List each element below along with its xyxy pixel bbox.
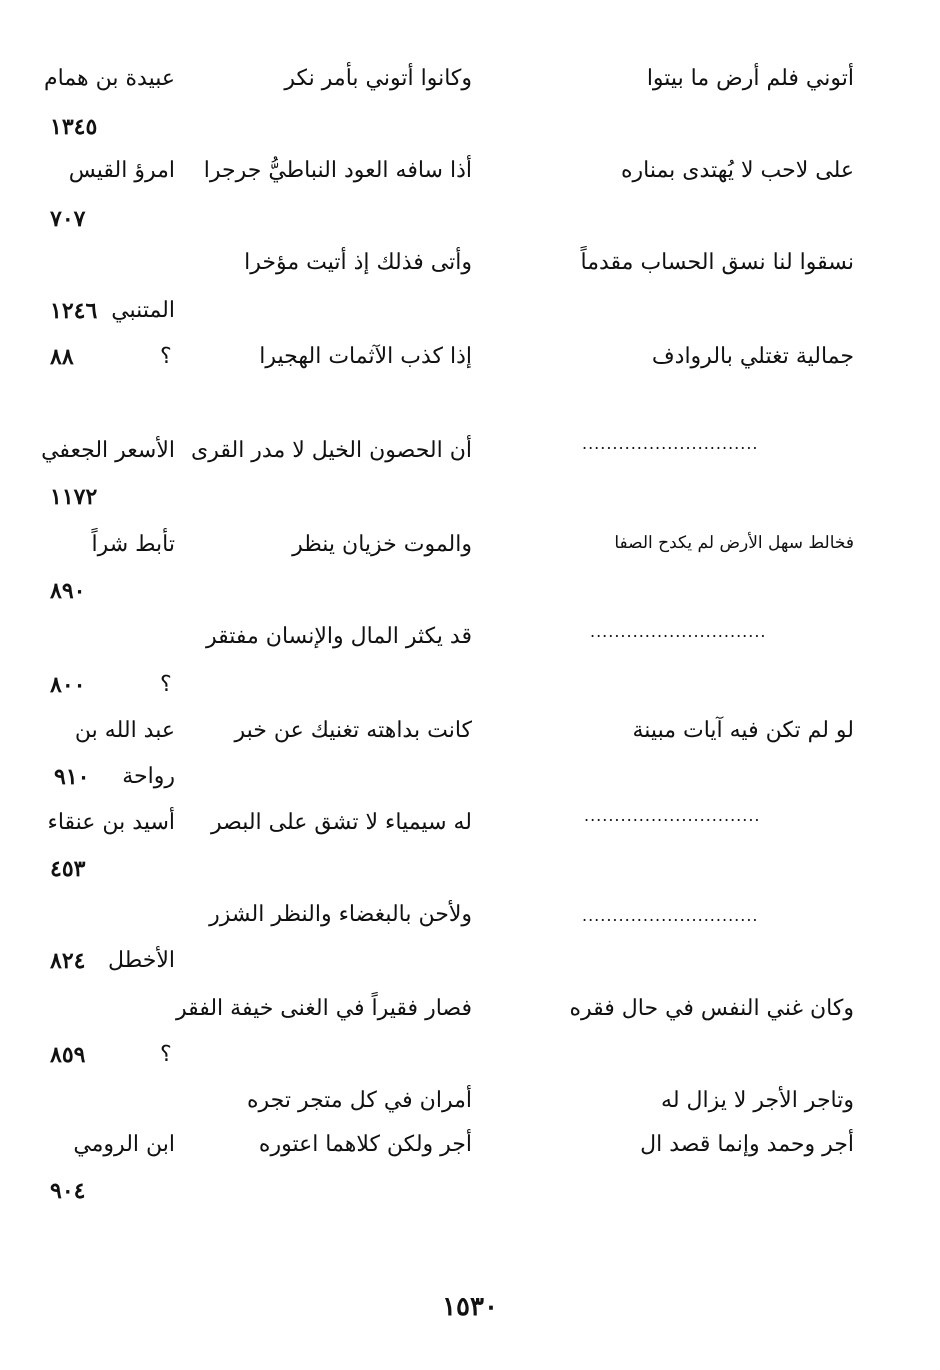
reference-number: ٨٢٤ xyxy=(50,948,86,974)
missing-hemistich-dots: ............................. xyxy=(582,434,759,453)
unknown-poet-mark: ؟ xyxy=(160,344,172,369)
verse-first-hemistich: فخالط سهل الأرض لم يكدح الصفا xyxy=(614,533,854,553)
poet-name: المتنبي xyxy=(111,298,175,323)
verse-second-hemistich: ولأحن بالبغضاء والنظر الشزر xyxy=(209,902,472,927)
reference-number: ٩٠٤ xyxy=(50,1178,86,1204)
poet-name: عبيدة بن همام xyxy=(44,66,175,91)
missing-hemistich-dots: ............................. xyxy=(584,806,761,825)
reference-number: ١٢٤٦ xyxy=(50,298,98,324)
missing-hemistich-dots: ............................. xyxy=(582,906,759,925)
reference-number: ٩١٠ xyxy=(54,764,90,790)
reference-number: ٨٥٩ xyxy=(50,1042,86,1068)
unknown-poet-mark: ؟ xyxy=(160,672,172,697)
reference-number: ٤٥٣ xyxy=(50,856,86,882)
verse-first-hemistich-line2: أجر وحمد وإنما قصد ال xyxy=(640,1132,854,1157)
verse-first-hemistich: نسقوا لنا نسق الحساب مقدماً xyxy=(580,250,854,275)
poet-name: عبد الله بن xyxy=(74,718,175,743)
poet-name: ابن الرومي xyxy=(73,1132,175,1157)
reference-number: ٨٨ xyxy=(50,344,74,370)
verse-first-hemistich: جمالية تغتلي بالروادف xyxy=(651,344,854,369)
verse-second-hemistich: أن الحصون الخيل لا مدر القرى xyxy=(191,438,472,463)
verse-second-hemistich: فصار فقيراً في الغنى خيفة الفقر xyxy=(175,996,472,1021)
missing-hemistich-dots: ............................. xyxy=(590,622,767,641)
reference-number: ١١٧٢ xyxy=(50,484,98,510)
page-number: ١٥٣٠ xyxy=(442,1292,498,1322)
unknown-poet-mark: ؟ xyxy=(160,1042,172,1067)
poet-name: تأبط شراً xyxy=(91,532,175,557)
reference-number: ٨٩٠ xyxy=(50,578,86,604)
reference-number: ٧٠٧ xyxy=(50,206,86,232)
reference-number: ٨٠٠ xyxy=(50,672,86,698)
verse-second-hemistich: إذا كذب الآثمات الهجيرا xyxy=(259,344,472,369)
verse-second-hemistich: كانت بداهته تغنيك عن خبر xyxy=(234,718,472,743)
verse-second-hemistich: قد يكثر المال والإنسان مفتقر xyxy=(205,624,472,649)
verse-first-hemistich: على لاحب لا يُهتدى بمناره xyxy=(620,158,854,183)
verse-second-hemistich: أذا سافه العود النباطيُّ جرجرا xyxy=(203,158,472,183)
verse-first-hemistich: لو لم تكن فيه آيات مبينة xyxy=(632,718,854,743)
verse-second-hemistich: أمران في كل متجر تجره xyxy=(246,1088,472,1113)
poet-name: الأخطل xyxy=(108,948,175,973)
poet-name: أسيد بن عنقاء xyxy=(47,810,175,835)
verse-second-hemistich: وأتى فذلك إذ أتيت مؤخرا xyxy=(244,250,472,275)
poet-name-continued: رواحة xyxy=(122,764,175,789)
verse-second-hemistich: له سيمياء لا تشق على البصر xyxy=(210,810,472,835)
verse-first-hemistich: وتاجر الأجر لا يزال له xyxy=(661,1088,854,1113)
reference-number: ١٣٤٥ xyxy=(50,114,98,140)
poet-name: الأسعر الجعفي xyxy=(41,438,175,463)
verse-second-hemistich: وكانوا أتوني بأمر نكر xyxy=(284,66,472,91)
verse-first-hemistich: وكان غني النفس في حال فقره xyxy=(569,996,854,1021)
verse-second-hemistich-line2: أجر ولكن كلاهما اعتوره xyxy=(258,1132,472,1157)
poet-name: امرؤ القيس xyxy=(68,158,175,183)
verse-second-hemistich: والموت خزيان ينظر xyxy=(292,532,472,557)
verse-first-hemistich: أتوني فلم أرض ما بيتوا xyxy=(646,66,854,91)
